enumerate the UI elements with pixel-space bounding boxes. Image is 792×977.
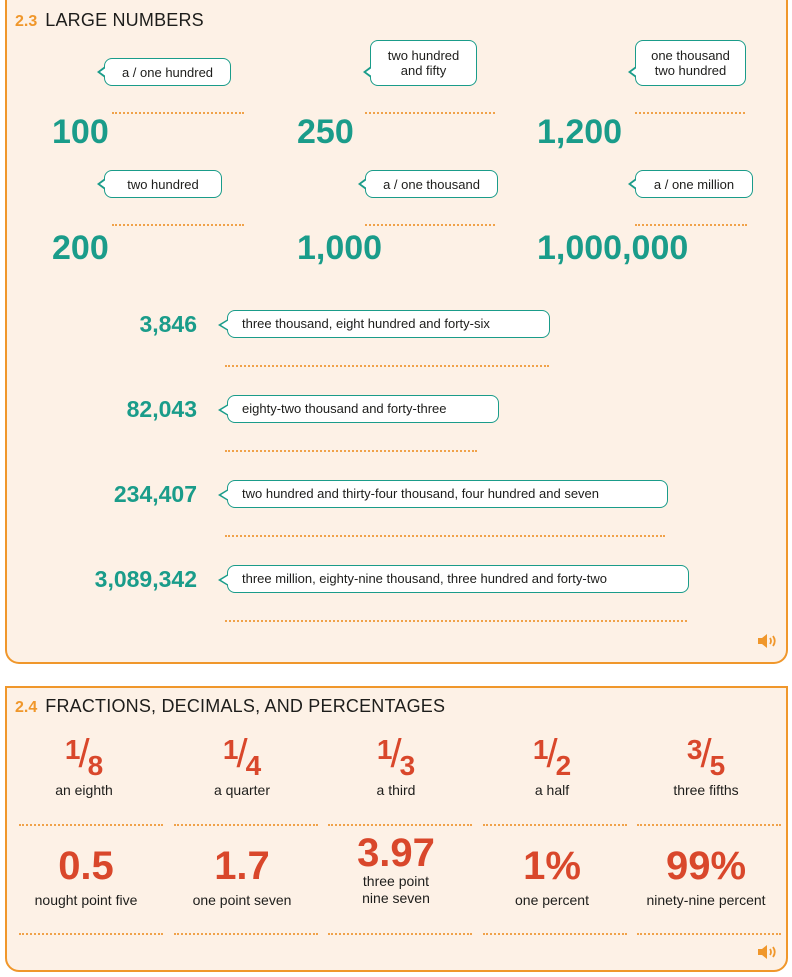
decimal-figure: 1%: [523, 844, 581, 888]
number-figure: 82,043: [126, 396, 197, 422]
bubble-text: a / one million: [653, 176, 735, 192]
number-figure: 1,200: [537, 113, 623, 151]
fraction-word: a quarter: [213, 782, 271, 798]
word-bubble: [227, 310, 550, 338]
decimal-word: ninety-nine percent: [646, 892, 766, 908]
denominator: 8: [87, 750, 104, 781]
word-bubble: [370, 40, 477, 86]
fraction-figure: $^1/_4$: [222, 732, 262, 781]
answer-line: [112, 112, 244, 114]
bubble-text: three million, eighty-nine thousand, three hundred and forty-two: [242, 571, 607, 586]
speaker-icon[interactable]: [757, 633, 779, 649]
fractions-panel: [5, 686, 788, 972]
word-bubble: [635, 170, 753, 198]
word-bubble: [104, 58, 231, 86]
numerator: 3: [686, 734, 703, 765]
bubble-text: two hundred and fifty: [387, 48, 460, 78]
section-number: 2.3: [15, 13, 38, 30]
denominator: 2: [555, 750, 572, 781]
answer-line: [225, 450, 477, 452]
bubble-text: three thousand, eight hundred and forty-six: [242, 316, 490, 331]
section-title: FRACTIONS, DECIMALS, AND PERCENTAGES: [45, 696, 446, 716]
bubble-text: a / one thousand: [383, 176, 480, 192]
answer-line: [483, 933, 627, 935]
number-figure: 1,000: [297, 229, 383, 267]
word-bubble: [365, 170, 498, 198]
section-title: LARGE NUMBERS: [45, 10, 204, 30]
number-figure: 3,846: [139, 311, 197, 337]
bubble-text: eighty-two thousand and forty-three: [242, 401, 447, 416]
answer-line: [174, 933, 318, 935]
denominator: 3: [399, 750, 416, 781]
speaker-icon[interactable]: [757, 944, 779, 960]
fraction-word: a third: [376, 782, 416, 798]
decimal-figure: 0.5: [58, 844, 114, 888]
answer-line: [19, 933, 163, 935]
denominator: 4: [245, 750, 262, 781]
answer-line: [328, 824, 472, 826]
fraction-figure: $^3/_5$: [686, 732, 726, 781]
decimal-word: nought point five: [34, 892, 138, 908]
numerator: 1: [222, 734, 239, 765]
word-bubble: [227, 565, 689, 593]
number-figure: 250: [297, 113, 354, 151]
denominator: 5: [709, 750, 726, 781]
answer-line: [365, 112, 495, 114]
large-numbers-panel: [5, 0, 788, 664]
numerator: 1: [532, 734, 549, 765]
number-figure: 200: [52, 229, 109, 267]
fraction-word: three fifths: [673, 782, 739, 798]
number-figure: 100: [52, 113, 109, 151]
answer-line: [635, 112, 745, 114]
answer-line: [637, 933, 781, 935]
answer-line: [483, 824, 627, 826]
decimal-figure: 99%: [665, 844, 747, 888]
bubble-text: two hundred: [127, 176, 199, 192]
bubble-text: two hundred and thirty-four thousand, four hundred and seven: [242, 486, 600, 501]
answer-line: [225, 620, 687, 622]
answer-line: [328, 933, 472, 935]
word-bubble: [227, 480, 668, 508]
numerator: 1: [376, 734, 393, 765]
word-bubble: [104, 170, 222, 198]
fraction-word: an eighth: [55, 782, 113, 798]
bubble-text: one thousand two hundred: [651, 48, 730, 78]
bubble-text: a / one hundred: [121, 64, 214, 80]
numerator: 1: [64, 734, 81, 765]
decimal-figure: 1.7: [214, 844, 270, 888]
word-bubble: [227, 395, 499, 423]
number-figure: 234,407: [113, 481, 197, 507]
section-header: [15, 696, 445, 717]
fraction-figure: $^1/_2$: [532, 732, 572, 781]
fraction-figure: $^1/_3$: [376, 732, 416, 781]
answer-line: [365, 224, 495, 226]
decimal-word: three point nine seven: [362, 873, 430, 906]
decimal-word: one percent: [515, 892, 589, 908]
answer-line: [225, 535, 665, 537]
answer-line: [637, 824, 781, 826]
decimal-word: one point seven: [192, 892, 292, 908]
answer-line: [225, 365, 549, 367]
fraction-figure: $^1/_8$: [64, 732, 104, 781]
word-bubble: [635, 40, 746, 86]
number-figure: 1,000,000: [537, 229, 689, 267]
answer-line: [174, 824, 318, 826]
answer-line: [19, 824, 163, 826]
number-figure: 3,089,342: [94, 566, 197, 592]
answer-line: [635, 224, 747, 226]
section-number: 2.4: [15, 699, 38, 716]
answer-line: [112, 224, 244, 226]
decimal-figure: 3.97: [357, 831, 435, 875]
section-header: [15, 10, 204, 31]
fraction-word: a half: [534, 782, 570, 798]
